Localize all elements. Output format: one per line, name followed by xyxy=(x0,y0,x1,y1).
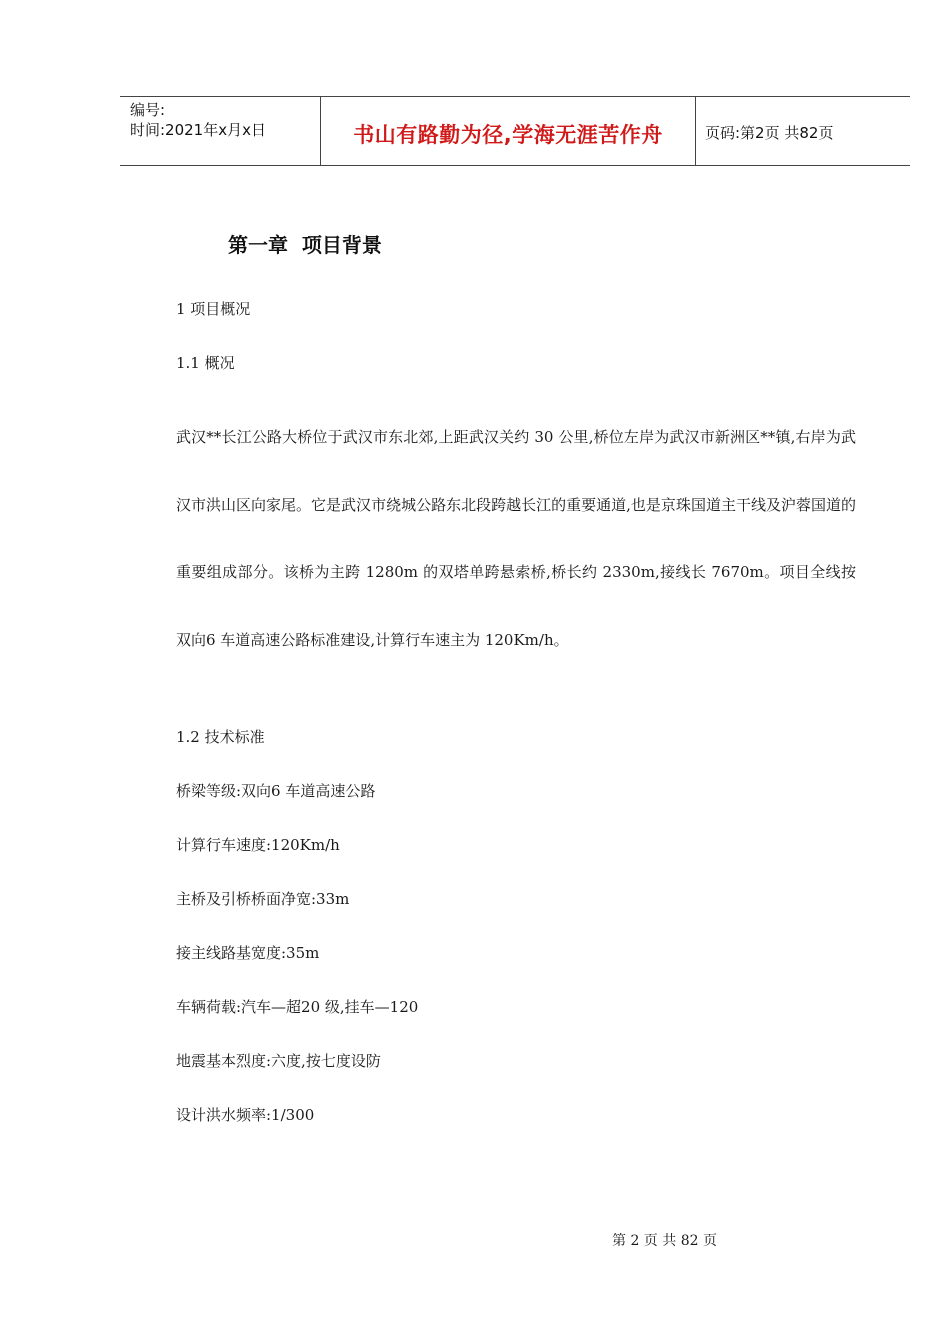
standard-item: 地震基本烈度:六度,按七度设防 xyxy=(176,1052,381,1070)
section-heading-1-1: 1.1 概况 xyxy=(176,354,235,372)
standard-item: 设计洪水频率:1/300 xyxy=(176,1106,315,1124)
document-header xyxy=(120,96,910,166)
motto: 书山有路勤为径,学海无涯苦作舟 xyxy=(353,123,663,147)
section-heading-1-2: 1.2 技术标准 xyxy=(176,728,265,746)
standard-item: 计算行车速度:120Km/h xyxy=(176,836,340,854)
header-page-cell xyxy=(695,97,910,165)
header-meta-cell xyxy=(120,97,320,165)
standard-item: 接主线路基宽度:35m xyxy=(176,944,320,962)
section-heading-1: 1 项目概况 xyxy=(176,300,251,318)
header-page-info: 页码:第2页 共82页 xyxy=(705,124,834,142)
standard-item: 桥梁等级:双向6 车道高速公路 xyxy=(176,782,376,800)
time-label: 时间:2021年x月x日 xyxy=(130,121,266,139)
header-motto-cell xyxy=(320,97,696,165)
overview-paragraph: 武汉**长江公路大桥位于武汉市东北郊,上距武汉关约 30 公里,桥位左岸为武汉市新洲区**镇,右岸为武汉市洪山区向家尾。它是武汉市绕城公路东北段跨越长江的重要通道,也是京珠国道主干线及沪蓉国道的重要组成部分。该桥为主跨 1280m 的双塔单跨悬索桥,桥长约 2330m,接线长 7670m。项目全线按双向6 车道高速公路标准建设,计算行车速主为 120Km/h。 xyxy=(176,428,856,649)
standard-item: 车辆荷载:汽车—超20 级,挂车—120 xyxy=(176,998,419,1016)
page-footer: 第 2 页 共 82 页 xyxy=(612,1233,717,1249)
chapter-title: 第一章 项目背景 xyxy=(228,233,382,257)
number-label: 编号: xyxy=(130,101,166,119)
standard-item: 主桥及引桥桥面净宽:33m xyxy=(176,890,350,908)
